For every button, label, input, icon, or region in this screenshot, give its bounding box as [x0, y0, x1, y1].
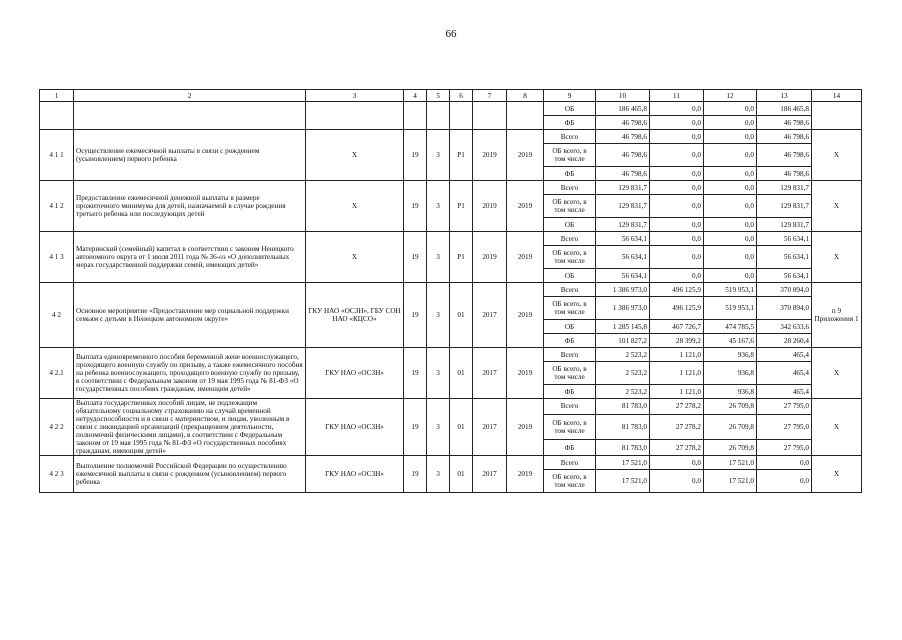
continuation-row — [40, 102, 862, 116]
value-cell-v12: 0,0 — [704, 167, 757, 181]
column-header-1: 1 — [40, 90, 74, 102]
value-cell-v12: 26 709,8 — [704, 440, 757, 456]
value-cell-v13: 27 795,0 — [757, 414, 812, 440]
value-cell-v10: 2 523,2 — [596, 385, 650, 399]
item-c8: 2019 — [507, 181, 544, 232]
column-header-2: 2 — [74, 90, 306, 102]
value-cell-v13: 27 795,0 — [757, 440, 812, 456]
value-cell-v10: 56 634,1 — [596, 269, 650, 283]
item-code: 4 1 2 — [40, 181, 74, 232]
value-cell-v12: 936,8 — [704, 385, 757, 399]
item-executor: Х — [306, 232, 404, 283]
value-cell-v10: 2 523,2 — [596, 362, 650, 385]
item-c5: 3 — [427, 283, 450, 348]
value-cell-v12: 0,0 — [704, 181, 757, 195]
value-cell-v10: 17 521,0 — [596, 470, 650, 493]
value-cell-v10: 46 798,6 — [596, 116, 650, 130]
item-code: 4 2 2 — [40, 399, 74, 456]
item-code: 4 1 1 — [40, 130, 74, 181]
item-c7: 2017 — [473, 348, 507, 399]
source-cell: ОБ всего, в том числе — [544, 195, 596, 218]
value-cell-v11: 0,0 — [650, 181, 704, 195]
cont-c8 — [507, 102, 544, 130]
cont-c1 — [40, 102, 74, 130]
item-name: Основное мероприятие «Предоставление мер социальной поддержки семьям с детьми в Ненецком автономном округе» — [74, 283, 306, 348]
value-cell-v13: 27 795,0 — [757, 399, 812, 415]
source-cell: ОБ — [544, 218, 596, 232]
value-cell-v13: 56 634,1 — [757, 269, 812, 283]
value-cell-v12: 0,0 — [704, 269, 757, 283]
source-cell: ОБ всего, в том числе — [544, 362, 596, 385]
source-cell: Всего — [544, 456, 596, 470]
value-cell-v11: 0,0 — [650, 456, 704, 470]
item-name: Материнский (семейный) капитал в соответствии с законом Ненецкого автономного округа от 1 июля 2011 года № 36-оз «О дополнительных мерах государственной поддержки семей, имеющих детей» — [74, 232, 306, 283]
value-cell-v10: 17 521,0 — [596, 456, 650, 470]
value-cell-v10: 2 523,2 — [596, 348, 650, 362]
item-note: Х — [812, 181, 862, 232]
source-cell: Всего — [544, 232, 596, 246]
value-cell-v12: 936,8 — [704, 348, 757, 362]
item-row — [40, 456, 862, 470]
cont-c6 — [450, 102, 473, 130]
value-cell-v12: 17 521,0 — [704, 456, 757, 470]
value-cell-v10: 46 798,6 — [596, 144, 650, 167]
source-cell: ОБ всего, в том числе — [544, 470, 596, 493]
item-c7: 2019 — [473, 232, 507, 283]
item-note: Х — [812, 399, 862, 456]
item-c7: 2017 — [473, 399, 507, 456]
source-cell: ФБ — [544, 440, 596, 456]
source-cell: ОБ — [544, 269, 596, 283]
value-cell-v12: 26 709,8 — [704, 399, 757, 415]
item-c5: 3 — [427, 456, 450, 493]
value-cell-v11: 1 121,0 — [650, 362, 704, 385]
value-cell-v11: 0,0 — [650, 195, 704, 218]
item-c8: 2019 — [507, 399, 544, 456]
item-name: Выплата государственных пособий лицам, не подлежащим обязательному социальному страхованию на случай временной нетрудоспособности и в связи с материнством, и лицам, уволенным в связи с ликвидацией организаций (прекращением деятельности, полномочий физическими лицами), в соответствии с Федеральным законом от 19 мая 1995 года № 81-ФЗ «О государственных пособиях гражданам, имеющим детей» — [74, 399, 306, 456]
item-c7: 2017 — [473, 283, 507, 348]
value-cell-v13: 129 831,7 — [757, 181, 812, 195]
item-c8: 2019 — [507, 130, 544, 181]
value-cell-v11: 27 278,2 — [650, 440, 704, 456]
source-cell: ФБ — [544, 167, 596, 181]
item-c8: 2019 — [507, 283, 544, 348]
value-cell-v12: 936,8 — [704, 362, 757, 385]
value-cell-v13: 46 798,6 — [757, 167, 812, 181]
source-cell: Всего — [544, 348, 596, 362]
source-cell: ФБ — [544, 334, 596, 348]
value-cell-v12: 0,0 — [704, 102, 757, 116]
value-cell-v11: 1 121,0 — [650, 348, 704, 362]
value-cell-v12: 45 167,6 — [704, 334, 757, 348]
item-c4: 19 — [404, 348, 427, 399]
value-cell-v10: 101 827,2 — [596, 334, 650, 348]
item-name: Предоставление ежемесячной денежной выплаты в размере прожиточного минимума для детей, назначаемой в случае рождения третьего ребенка или последующих детей — [74, 181, 306, 232]
item-c5: 3 — [427, 130, 450, 181]
value-cell-v10: 186 465,8 — [596, 102, 650, 116]
value-cell-v11: 0,0 — [650, 167, 704, 181]
source-cell: ФБ — [544, 116, 596, 130]
value-cell-v11: 0,0 — [650, 246, 704, 269]
column-header-8: 8 — [507, 90, 544, 102]
value-cell-v12: 0,0 — [704, 116, 757, 130]
value-cell-v12: 519 953,1 — [704, 283, 757, 297]
item-c4: 19 — [404, 283, 427, 348]
item-note: Х — [812, 130, 862, 181]
item-c5: 3 — [427, 232, 450, 283]
item-c6: 01 — [450, 399, 473, 456]
item-executor: ГКУ НАО «ОСЗН» — [306, 399, 404, 456]
item-c6: P1 — [450, 232, 473, 283]
cont-c2 — [74, 102, 306, 130]
value-cell-v10: 1 386 973,0 — [596, 297, 650, 320]
value-cell-v12: 0,0 — [704, 218, 757, 232]
item-c4: 19 — [404, 456, 427, 493]
value-cell-v12: 519 953,1 — [704, 297, 757, 320]
value-cell-v11: 0,0 — [650, 116, 704, 130]
item-c4: 19 — [404, 232, 427, 283]
item-code: 4 2 3 — [40, 456, 74, 493]
value-cell-v10: 46 798,6 — [596, 130, 650, 144]
value-cell-v10: 129 831,7 — [596, 181, 650, 195]
cont-c14 — [812, 102, 862, 130]
value-cell-v13: 0,0 — [757, 456, 812, 470]
value-cell-v11: 0,0 — [650, 144, 704, 167]
source-cell: Всего — [544, 130, 596, 144]
value-cell-v12: 0,0 — [704, 144, 757, 167]
column-header-9: 9 — [544, 90, 596, 102]
value-cell-v13: 129 831,7 — [757, 218, 812, 232]
item-row — [40, 348, 862, 362]
value-cell-v12: 474 785,5 — [704, 320, 757, 334]
value-cell-v11: 27 278,2 — [650, 414, 704, 440]
item-row — [40, 232, 862, 246]
item-row — [40, 283, 862, 297]
value-cell-v13: 56 634,1 — [757, 246, 812, 269]
value-cell-v10: 1 285 145,8 — [596, 320, 650, 334]
value-cell-v11: 1 121,0 — [650, 385, 704, 399]
value-cell-v11: 27 278,2 — [650, 399, 704, 415]
header-row — [40, 90, 862, 102]
item-code: 4 1 3 — [40, 232, 74, 283]
item-c6: P1 — [450, 130, 473, 181]
item-c5: 3 — [427, 348, 450, 399]
value-cell-v11: 496 125,9 — [650, 297, 704, 320]
item-code: 4 2 — [40, 283, 74, 348]
item-note: Х — [812, 456, 862, 493]
value-cell-v10: 56 634,1 — [596, 232, 650, 246]
source-cell: Всего — [544, 399, 596, 415]
value-cell-v10: 81 783,0 — [596, 440, 650, 456]
item-c5: 3 — [427, 181, 450, 232]
item-c6: 01 — [450, 348, 473, 399]
value-cell-v13: 370 894,0 — [757, 283, 812, 297]
source-cell: ОБ всего, в том числе — [544, 144, 596, 167]
source-cell: ОБ всего, в том числе — [544, 297, 596, 320]
column-header-5: 5 — [427, 90, 450, 102]
value-cell-v12: 26 709,8 — [704, 414, 757, 440]
item-row — [40, 399, 862, 415]
value-cell-v13: 186 465,8 — [757, 102, 812, 116]
source-cell: ОБ — [544, 320, 596, 334]
value-cell-v10: 81 783,0 — [596, 399, 650, 415]
item-executor: ГКУ НАО «ОСЗН» — [306, 348, 404, 399]
column-header-6: 6 — [450, 90, 473, 102]
page-number: 66 — [445, 28, 457, 40]
column-header-13: 13 — [757, 90, 812, 102]
column-header-14: 14 — [812, 90, 862, 102]
item-c7: 2019 — [473, 181, 507, 232]
value-cell-v11: 0,0 — [650, 130, 704, 144]
item-executor: Х — [306, 181, 404, 232]
item-c8: 2019 — [507, 456, 544, 493]
column-header-12: 12 — [704, 90, 757, 102]
item-executor: ГКУ НАО «ОСЗН» — [306, 456, 404, 493]
value-cell-v12: 0,0 — [704, 232, 757, 246]
cont-c5 — [427, 102, 450, 130]
value-cell-v11: 0,0 — [650, 470, 704, 493]
item-c6: 01 — [450, 283, 473, 348]
column-header-3: 3 — [306, 90, 404, 102]
source-cell: ОБ — [544, 102, 596, 116]
source-cell: Всего — [544, 283, 596, 297]
item-c5: 3 — [427, 399, 450, 456]
value-cell-v11: 0,0 — [650, 232, 704, 246]
value-cell-v13: 28 260,4 — [757, 334, 812, 348]
value-cell-v12: 0,0 — [704, 195, 757, 218]
item-name: Выполнение полномочий Российской Федерации по осуществлению ежемесячной выплаты в связи с рождением (усыновлением) первого ребенка — [74, 456, 306, 493]
item-c8: 2019 — [507, 348, 544, 399]
value-cell-v12: 17 521,0 — [704, 470, 757, 493]
item-c4: 19 — [404, 181, 427, 232]
item-c6: 01 — [450, 456, 473, 493]
item-name: Осуществление ежемесячной выплаты в связи с рождением (усыновлением) первого ребенка — [74, 130, 306, 181]
value-cell-v13: 46 798,6 — [757, 130, 812, 144]
value-cell-v13: 46 798,6 — [757, 144, 812, 167]
source-cell: ФБ — [544, 385, 596, 399]
column-header-10: 10 — [596, 90, 650, 102]
value-cell-v10: 46 798,6 — [596, 167, 650, 181]
value-cell-v11: 496 125,9 — [650, 283, 704, 297]
item-note: Х — [812, 232, 862, 283]
value-cell-v13: 129 831,7 — [757, 195, 812, 218]
item-note: п 9 Приложения 1 — [812, 283, 862, 348]
cont-c3 — [306, 102, 404, 130]
value-cell-v10: 81 783,0 — [596, 414, 650, 440]
value-cell-v10: 1 386 973,0 — [596, 283, 650, 297]
value-cell-v13: 342 633,6 — [757, 320, 812, 334]
value-cell-v13: 465,4 — [757, 348, 812, 362]
source-cell: ОБ всего, в том числе — [544, 414, 596, 440]
item-row — [40, 181, 862, 195]
value-cell-v11: 467 726,7 — [650, 320, 704, 334]
item-c4: 19 — [404, 399, 427, 456]
item-code: 4 2.1 — [40, 348, 74, 399]
value-cell-v10: 56 634,1 — [596, 246, 650, 269]
column-header-4: 4 — [404, 90, 427, 102]
value-cell-v11: 0,0 — [650, 218, 704, 232]
item-name: Выплата единовременного пособия беременной жене военнослужащего, проходящего военную службу по призыву, а также ежемесячного пособия на ребенка военнослужащего, проходящего военную службу по призыву, в соответствии с Федеральным законом от 19 мая 1995 года № 81-ФЗ «О государственных пособиях гражданам, имеющим детей» — [74, 348, 306, 399]
item-executor: ГКУ НАО «ОСЗН», ГБУ СОН НАО «КЦСО» — [306, 283, 404, 348]
value-cell-v13: 465,4 — [757, 362, 812, 385]
source-cell: Всего — [544, 181, 596, 195]
value-cell-v11: 28 399,2 — [650, 334, 704, 348]
value-cell-v13: 0,0 — [757, 470, 812, 493]
budget-table — [39, 89, 862, 493]
item-row — [40, 130, 862, 144]
item-c7: 2017 — [473, 456, 507, 493]
column-header-11: 11 — [650, 90, 704, 102]
value-cell-v13: 46 798,6 — [757, 116, 812, 130]
item-c6: P1 — [450, 181, 473, 232]
item-c8: 2019 — [507, 232, 544, 283]
value-cell-v10: 129 831,7 — [596, 195, 650, 218]
value-cell-v12: 0,0 — [704, 130, 757, 144]
value-cell-v10: 129 831,7 — [596, 218, 650, 232]
value-cell-v13: 465,4 — [757, 385, 812, 399]
item-note: Х — [812, 348, 862, 399]
value-cell-v11: 0,0 — [650, 102, 704, 116]
item-executor: Х — [306, 130, 404, 181]
item-c7: 2019 — [473, 130, 507, 181]
value-cell-v13: 370 894,0 — [757, 297, 812, 320]
value-cell-v12: 0,0 — [704, 246, 757, 269]
value-cell-v11: 0,0 — [650, 269, 704, 283]
column-header-7: 7 — [473, 90, 507, 102]
source-cell: ОБ всего, в том числе — [544, 246, 596, 269]
item-c4: 19 — [404, 130, 427, 181]
cont-c4 — [404, 102, 427, 130]
cont-c7 — [473, 102, 507, 130]
value-cell-v13: 56 634,1 — [757, 232, 812, 246]
